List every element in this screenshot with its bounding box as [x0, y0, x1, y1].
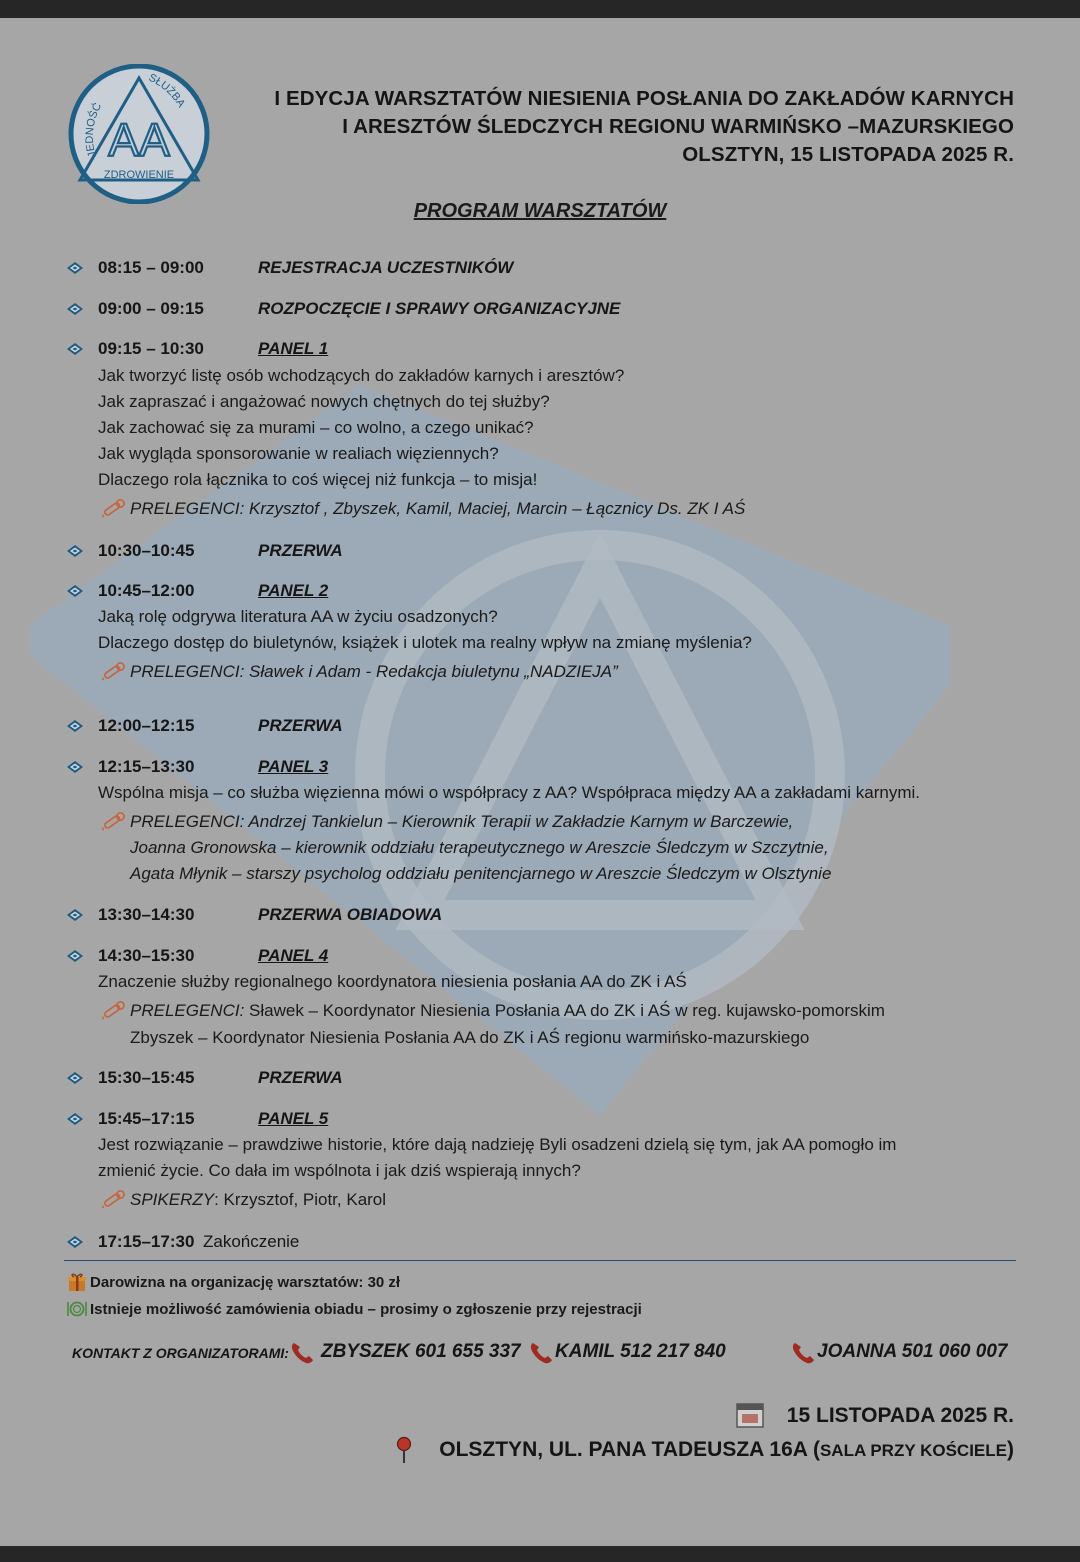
contact-joanna[interactable]: JOANNA 501 060 007 — [817, 1341, 1008, 1362]
microphone-icon — [100, 811, 128, 833]
panel-speakers: PRELEGENCI: Sławek i Adam - Redakcja biuletynu „NADZIEJA” — [130, 662, 618, 681]
phone-icon — [289, 1340, 315, 1366]
microphone-icon — [100, 1000, 128, 1022]
gift-icon — [66, 1272, 88, 1292]
aa-logo — [66, 64, 212, 204]
diamond-bullet-icon — [66, 584, 84, 598]
logo-top-right: SŁUŻBA — [146, 71, 188, 110]
row-title: PRZERWA — [258, 541, 343, 560]
panel-speakers — [130, 1000, 885, 1022]
address-venue: SALA PRZY KOŚCIELE — [819, 1441, 1007, 1460]
row-time: 08:15 – 09:00 — [98, 258, 204, 277]
panel-speakers: Joanna Gronowska – kierownik oddziału terapeutycznego w Areszcie Śledczym w Szczytnie, — [130, 838, 829, 857]
speakers-text: : Krzysztof, Piotr, Karol — [214, 1190, 387, 1209]
panel-speakers: Zbyszek – Koordynator Niesienia Posłania AA do ZK i AŚ regionu warmińsko-mazurskiego — [130, 1028, 810, 1047]
program-heading: PROGRAM WARSZTATÓW — [413, 200, 667, 222]
row-title: Zakończenie — [203, 1232, 300, 1251]
map-pin-icon — [395, 1436, 413, 1464]
diamond-bullet-icon — [66, 1071, 84, 1085]
microphone-icon — [100, 661, 128, 683]
diamond-bullet-icon — [66, 302, 84, 316]
row-time: 10:30–10:45 — [98, 541, 195, 560]
donation-note: Darowizna na organizację warsztatów: 30 zł — [90, 1274, 401, 1291]
phone-icon — [790, 1340, 816, 1366]
panel-question: Jak zapraszać i angażować nowych chętnych do tej służby? — [98, 392, 550, 411]
calendar-icon — [735, 1401, 765, 1429]
phone-icon — [528, 1340, 554, 1366]
row-title: PRZERWA — [258, 1068, 343, 1087]
address-main: OLSZTYN, UL. PANA TADEUSZA 16A ( — [439, 1438, 820, 1461]
row-time: 14:30–15:30 — [98, 946, 195, 965]
panel-question: Dlaczego dostęp do biuletynów, książek i ulotek ma realny wpływ na zmianę myślenia? — [98, 633, 752, 652]
speakers-label: SPIKERZY — [130, 1190, 215, 1209]
diamond-bullet-icon — [66, 544, 84, 558]
divider — [64, 1260, 1016, 1261]
event-address — [439, 1438, 1014, 1462]
row-title: ROZPOCZĘCIE I SPRAWY ORGANIZACYJNE — [258, 299, 621, 318]
row-time: 15:30–15:45 — [98, 1068, 195, 1087]
diamond-bullet-icon — [66, 760, 84, 774]
panel-question: Jak wygląda sponsorowanie w realiach więziennych? — [98, 444, 499, 463]
row-title: PANEL 2 — [258, 581, 329, 600]
row-time: 13:30–14:30 — [98, 905, 195, 924]
panel-speakers: PRELEGENCI: Krzysztof , Zbyszek, Kamil, Maciej, Marcin – Łącznicy Ds. ZK I AŚ — [130, 499, 746, 518]
row-title: PANEL 1 — [258, 339, 329, 358]
panel-speakers: Agata Młynik – starszy psycholog oddziału penitencjarnego w Areszcie Śledczym w Olsztynie — [130, 864, 832, 883]
row-title: PANEL 4 — [258, 946, 329, 965]
title-line-3: OLSZTYN, 15 LISTOPADA 2025 R. — [682, 143, 1014, 166]
panel-question: zmienić życie. Co dała im wspólnota i jak dziś wspierają innych? — [98, 1161, 581, 1180]
microphone-icon — [100, 1189, 128, 1211]
row-title: PRZERWA OBIADOWA — [258, 905, 443, 924]
row-time: 09:15 – 10:30 — [98, 339, 204, 358]
panel-question: Jak zachować się za murami – co wolno, a czego unikać? — [98, 418, 534, 437]
contact-zbyszek[interactable]: ZBYSZEK 601 655 337 — [321, 1341, 521, 1362]
row-title: REJESTRACJA UCZESTNIKÓW — [258, 258, 514, 277]
logo-center: AA — [108, 114, 170, 166]
page-title — [200, 85, 1014, 169]
row-time: 12:15–13:30 — [98, 757, 195, 776]
title-line-1: I EDYCJA WARSZTATÓW NIESIENIA POSŁANIA DO ZAKŁADÓW KARNYCH — [274, 87, 1014, 110]
diamond-bullet-icon — [66, 1235, 84, 1249]
logo-top-left: JEDNOŚĆ — [83, 101, 105, 159]
row-time: 09:00 – 09:15 — [98, 299, 204, 318]
row-time: 10:45–12:00 — [98, 581, 195, 600]
row-title: PRZERWA — [258, 716, 343, 735]
diamond-bullet-icon — [66, 908, 84, 922]
top-bar — [0, 0, 1080, 18]
panel-question: Dlaczego rola łącznika to coś więcej niż funkcja – to misja! — [98, 470, 538, 489]
diamond-bullet-icon — [66, 949, 84, 963]
panel-question: Jest rozwiązanie – prawdziwe historie, które dają nadzieję Byli osadzeni dzielą się tym, jak AA pomogło im — [98, 1135, 897, 1154]
row-time: 17:15–17:30 — [98, 1232, 195, 1251]
panel-speakers — [130, 1189, 386, 1211]
panel-question: Znaczenie służby regionalnego koordynatora niesienia posłania AA do ZK i AŚ — [98, 972, 687, 991]
contact-label: KONTAKT Z ORGANIZATORAMI: — [72, 1345, 289, 1361]
address-close: ) — [1007, 1438, 1014, 1461]
row-time: 15:45–17:15 — [98, 1109, 195, 1128]
contact-kamil[interactable]: KAMIL 512 217 840 — [555, 1341, 726, 1362]
panel-speakers: PRELEGENCI: Andrzej Tankielun – Kierownik Terapii w Zakładzie Karnym w Barczewie, — [130, 812, 794, 831]
plate-icon — [66, 1299, 88, 1319]
logo-bottom: ZDROWIENIE — [103, 169, 175, 181]
panel-question: Jaką rolę odgrywa literatura AA w życiu osadzonych? — [98, 607, 498, 626]
event-date: 15 LISTOPADA 2025 R. — [786, 1404, 1014, 1427]
diamond-bullet-icon — [66, 342, 84, 356]
row-time: 12:00–12:15 — [98, 716, 195, 735]
title-line-2: I ARESZTÓW ŚLEDCZYCH REGIONU WARMIŃSKO –MAZURSKIEGO — [342, 115, 1014, 138]
diamond-bullet-icon — [66, 1112, 84, 1126]
microphone-icon — [100, 498, 128, 520]
speakers-label: PRELEGENCI: — [130, 1001, 245, 1020]
row-title: PANEL 3 — [258, 757, 329, 776]
panel-question: Wspólna misja – co służba więzienna mówi o współpracy z AA? Współpraca między AA a zakładami karnymi. — [98, 783, 921, 802]
row-title: PANEL 5 — [258, 1109, 329, 1128]
diamond-bullet-icon — [66, 719, 84, 733]
lunch-note: Istnieje możliwość zamówienia obiadu – prosimy o zgłoszenie przy rejestracji — [90, 1301, 642, 1318]
speakers-text: Sławek – Koordynator Niesienia Posłania AA do ZK i AŚ w reg. kujawsko-pomorskim — [244, 1001, 885, 1020]
bottom-bar — [0, 1546, 1080, 1562]
panel-question: Jak tworzyć listę osób wchodzących do zakładów karnych i aresztów? — [98, 366, 625, 385]
diamond-bullet-icon — [66, 261, 84, 275]
